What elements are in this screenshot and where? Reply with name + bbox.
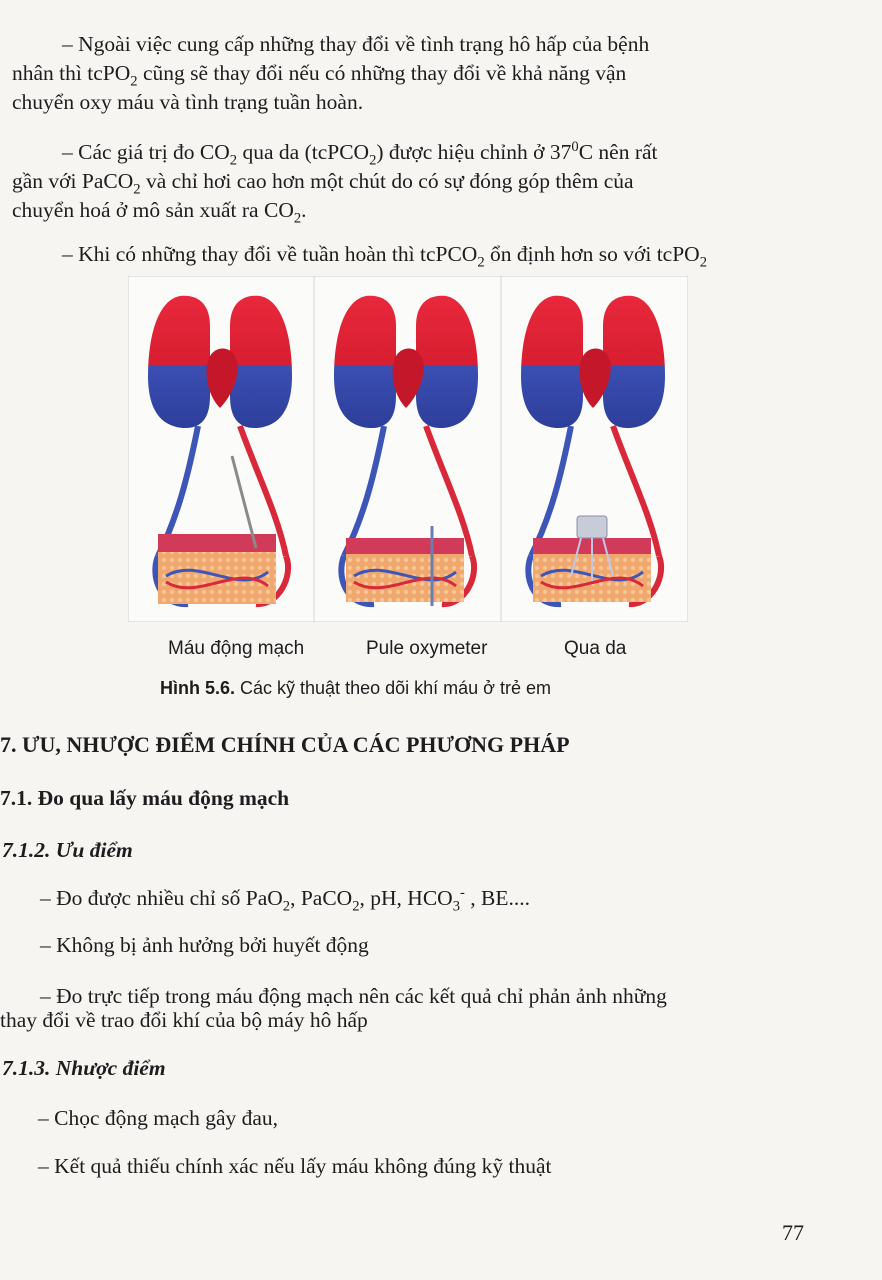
paragraph-1-line-3: chuyển oxy máu và tình trạng tuần hoàn.	[12, 90, 364, 114]
paragraph-2-line-3: chuyển hoá ở mô sản xuất ra $CO_2$.	[12, 198, 307, 227]
panel-label-arterial: Máu động mạch	[168, 638, 305, 659]
section-heading-7: 7. ƯU, NHƯỢC ĐIỂM CHÍNH CỦA CÁC PHƯƠNG PHÁP	[0, 732, 570, 757]
paragraph-2	[12, 138, 820, 225]
advantage-3-line-2: thay đổi về trao đổi khí của bộ máy hô hấp	[0, 1008, 368, 1032]
panel-label-transcutaneous: Qua da	[564, 638, 627, 659]
skin-layer	[158, 534, 276, 552]
figure-panel-labels	[0, 638, 882, 666]
paragraph-1	[12, 30, 820, 117]
blood-gas-monitoring-figure	[128, 276, 688, 622]
section-heading-7-1-2: 7.1.2. Ưu điểm	[2, 838, 133, 862]
paragraph-1-line-1: – Ngoài việc cung cấp những thay đổi về tình trạng hô hấp của bệnh	[62, 32, 650, 56]
section-heading-7-1: 7.1. Đo qua lấy máu động mạch	[0, 786, 290, 810]
advantage-3-line-1: – Đo trực tiếp trong máu động mạch nên các kết quả chỉ phản ảnh những	[40, 984, 667, 1008]
paragraph-1-line-2: nhân thì tcPO$_2$ cũng sẽ thay đổi nếu có những thay đổi về khả năng vận	[12, 61, 627, 90]
section-heading-7-1-3: 7.1.3. Nhược điểm	[2, 1056, 166, 1080]
figure-caption: Hình 5.6. Các kỹ thuật theo dõi khí máu ở trẻ em	[160, 678, 551, 698]
page-number: 77	[782, 1220, 804, 1245]
paragraph-2-line-2: gần với PaCO$_2$ và chỉ hơi cao hơn một chút do có sự đóng góp thêm của	[12, 169, 634, 198]
paragraph-2-line-1: – Các giá trị đo $CO_2$ qua da (tcPCO$_2$) được hiệu chỉnh ở $37^0C$ nên rất	[62, 138, 658, 169]
disadvantage-1: – Chọc động mạch gây đau,	[38, 1106, 279, 1130]
transcutaneous-sensor-icon	[577, 516, 607, 538]
advantage-2: – Không bị ảnh hưởng bởi huyết động	[40, 933, 369, 957]
disadvantage-2: – Kết quả thiếu chính xác nếu lấy máu không đúng kỹ thuật	[38, 1154, 552, 1178]
panel-label-oximeter: Pule oxymeter	[366, 638, 488, 659]
advantage-1: – Đo được nhiều chỉ số PaO$_2$, PaCO$_2$, pH, $HCO_3^-$ , BE....	[40, 884, 530, 915]
paragraph-3	[12, 240, 820, 269]
paragraph-3-line-1: – Khi có những thay đổi về tuần hoàn thì tcPCO$_2$ ổn định hơn so với tcPO$_2$	[62, 242, 708, 271]
